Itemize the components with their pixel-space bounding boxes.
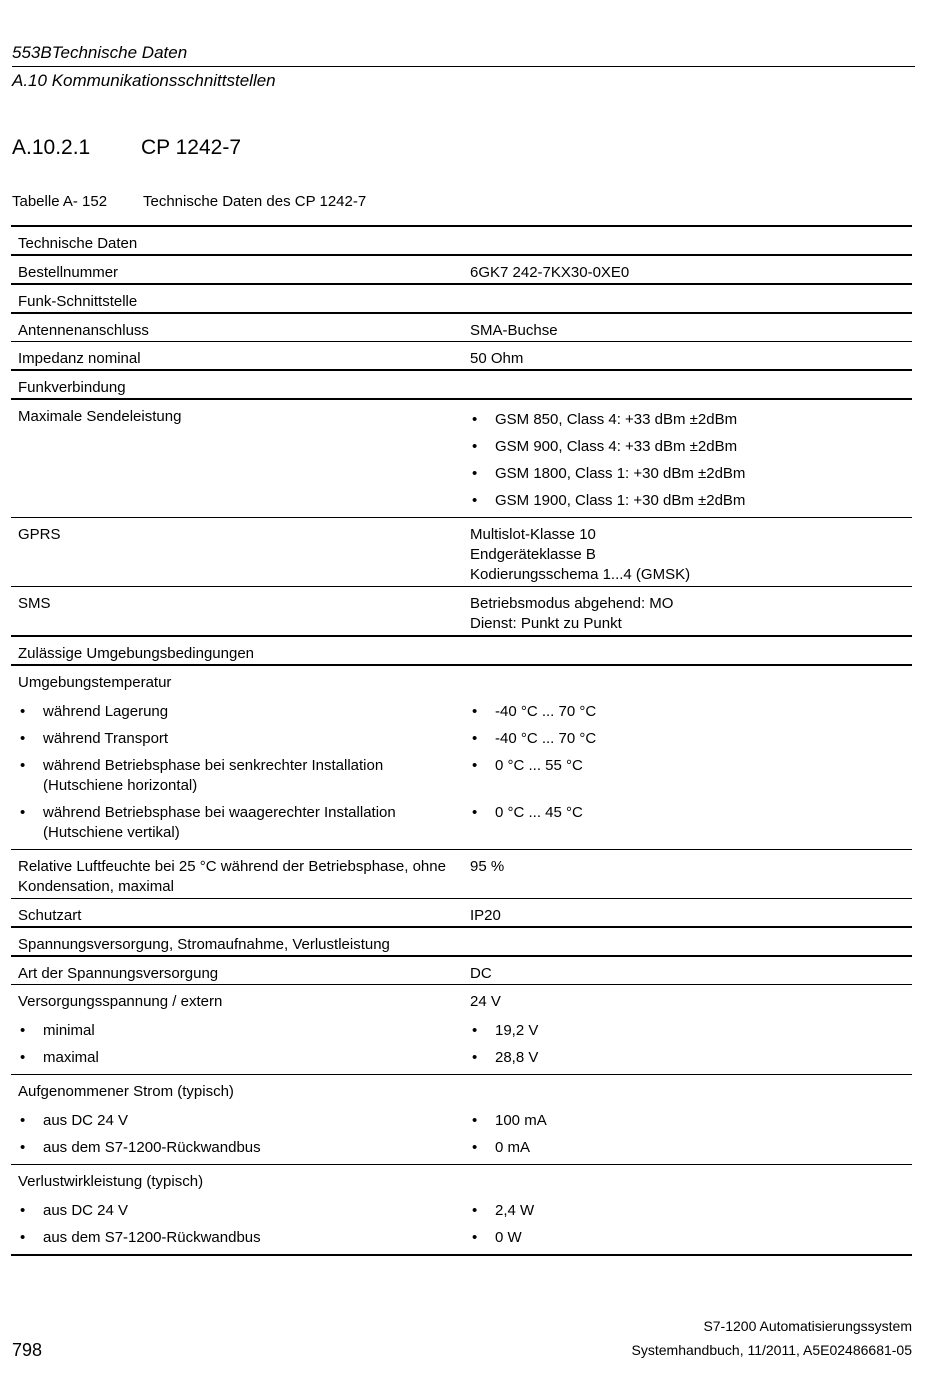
row-value: IP20	[463, 899, 912, 928]
list-item: • während Betriebsphase bei waagerechter Installation (Hutschiene vertikal)	[18, 803, 456, 843]
list-item: • 0 °C ... 45 °C	[470, 803, 905, 823]
running-header-section: A.10 Kommunikationsschnittstellen	[12, 71, 276, 90]
row-label: Impedanz nominal	[11, 342, 463, 371]
value-line: Betriebsmodus abgehend: MO	[470, 595, 674, 612]
section-title: CP 1242-7	[141, 136, 242, 159]
value-line: Dienst: Punkt zu Punkt	[470, 615, 622, 632]
bullet-list	[18, 1021, 456, 1068]
row-value: 6GK7 242-7KX30-0XE0	[463, 255, 912, 284]
section-number: A.10.2.1	[12, 136, 91, 159]
row-value	[463, 399, 912, 518]
row-value	[463, 518, 912, 587]
list-item: • aus dem S7-1200-Rückwandbus	[18, 1228, 456, 1248]
category-row	[11, 284, 912, 313]
table-row	[11, 313, 912, 342]
list-item: • 0 mA	[470, 1138, 905, 1158]
table-caption-title: Technische Daten des CP 1242-7	[143, 193, 367, 210]
table-row	[11, 985, 912, 1075]
group-label: Versorgungsspannung / extern	[18, 993, 223, 1010]
page-number: 798	[12, 1340, 43, 1360]
running-header-chapter: 553BTechnische Daten	[12, 43, 188, 62]
bullet-list	[18, 1201, 456, 1248]
category-row	[11, 636, 912, 665]
list-item: • GSM 1900, Class 1: +30 dBm ±2dBm	[470, 491, 905, 511]
list-item: • minimal	[18, 1021, 456, 1041]
category-funkverbindung: Funkverbindung	[11, 370, 912, 399]
list-item: • 2,4 W	[470, 1201, 905, 1221]
list-item: • während Transport	[18, 729, 456, 749]
row-label	[11, 985, 463, 1075]
row-value: DC	[463, 956, 912, 985]
row-value	[463, 665, 912, 850]
row-value: SMA-Buchse	[463, 313, 912, 342]
list-item: • aus DC 24 V	[18, 1111, 456, 1131]
row-label	[11, 1075, 463, 1165]
row-label	[11, 665, 463, 850]
table-row	[11, 956, 912, 985]
row-label: SMS	[11, 587, 463, 637]
list-item: • 100 mA	[470, 1111, 905, 1131]
list-item: • 0 °C ... 55 °C	[470, 756, 905, 796]
category-funk: Funk-Schnittstelle	[11, 284, 912, 313]
value-line: Kodierungsschema 1...4 (GMSK)	[470, 566, 691, 583]
category-row	[11, 370, 912, 399]
row-value	[463, 1165, 912, 1256]
row-value: 50 Ohm	[463, 342, 912, 371]
list-item: • 0 W	[470, 1228, 905, 1248]
table-row	[11, 899, 912, 928]
list-item: • GSM 900, Class 4: +33 dBm ±2dBm	[470, 437, 905, 457]
table-caption-number: Tabelle A- 152	[12, 193, 108, 210]
list-item: • während Lagerung	[18, 702, 456, 722]
bullet-list	[470, 410, 905, 511]
category-spannung: Spannungsversorgung, Stromaufnahme, Verlustleistung	[11, 927, 912, 956]
group-label: Umgebungstemperatur	[18, 674, 172, 691]
row-label: Bestellnummer	[11, 255, 463, 284]
list-item: • GSM 1800, Class 1: +30 dBm ±2dBm	[470, 464, 905, 484]
row-label	[11, 1165, 463, 1256]
bullet-list	[470, 1201, 905, 1248]
bullet-list	[470, 1021, 905, 1068]
header-divider	[12, 66, 915, 67]
row-value	[463, 1075, 912, 1165]
footer-title: S7-1200 Automatisierungssystem	[703, 1318, 912, 1334]
list-item: • GSM 850, Class 4: +33 dBm ±2dBm	[470, 410, 905, 430]
row-label: Relative Luftfeuchte bei 25 °C während der Betriebsphase, ohne Kondensation, maximal	[11, 850, 463, 899]
row-label: Art der Spannungsversorgung	[11, 956, 463, 985]
table-row	[11, 665, 912, 850]
group-value: 24 V	[470, 993, 501, 1010]
list-item: • aus dem S7-1200-Rückwandbus	[18, 1138, 456, 1158]
list-item: • während Betriebsphase bei senkrechter Installation (Hutschiene horizontal)	[18, 756, 456, 796]
table-row	[11, 587, 912, 637]
category-technische-daten: Technische Daten	[11, 226, 912, 255]
table-row	[11, 518, 912, 587]
list-item: • aus DC 24 V	[18, 1201, 456, 1221]
row-value	[463, 587, 912, 637]
category-row	[11, 927, 912, 956]
value-line: Endgeräteklasse B	[470, 546, 596, 563]
row-label: Schutzart	[11, 899, 463, 928]
footer-subtitle: Systemhandbuch, 11/2011, A5E02486681-05	[631, 1342, 912, 1358]
row-value	[463, 985, 912, 1075]
spec-table	[11, 225, 912, 1256]
row-value: 95 %	[463, 850, 912, 899]
row-label: Antennenanschluss	[11, 313, 463, 342]
category-umgebung: Zulässige Umgebungsbedingungen	[11, 636, 912, 665]
bullet-list	[470, 1111, 905, 1158]
list-item: • 19,2 V	[470, 1021, 905, 1041]
list-item: • -40 °C ... 70 °C	[470, 729, 905, 749]
row-label: GPRS	[11, 518, 463, 587]
list-item: • -40 °C ... 70 °C	[470, 702, 905, 722]
bullet-list	[470, 702, 905, 823]
bullet-list	[18, 702, 456, 843]
table-row	[11, 1075, 912, 1165]
table-row	[11, 399, 912, 518]
category-row	[11, 226, 912, 255]
table-row	[11, 255, 912, 284]
list-item: • maximal	[18, 1048, 456, 1068]
list-item: • 28,8 V	[470, 1048, 905, 1068]
value-line: Multislot-Klasse 10	[470, 526, 596, 543]
bullet-list	[18, 1111, 456, 1158]
group-label: Verlustwirkleistung (typisch)	[18, 1173, 204, 1190]
table-row	[11, 1165, 912, 1256]
row-label: Maximale Sendeleistung	[11, 399, 463, 518]
group-label: Aufgenommener Strom (typisch)	[18, 1083, 234, 1100]
table-row	[11, 342, 912, 371]
table-row	[11, 850, 912, 899]
